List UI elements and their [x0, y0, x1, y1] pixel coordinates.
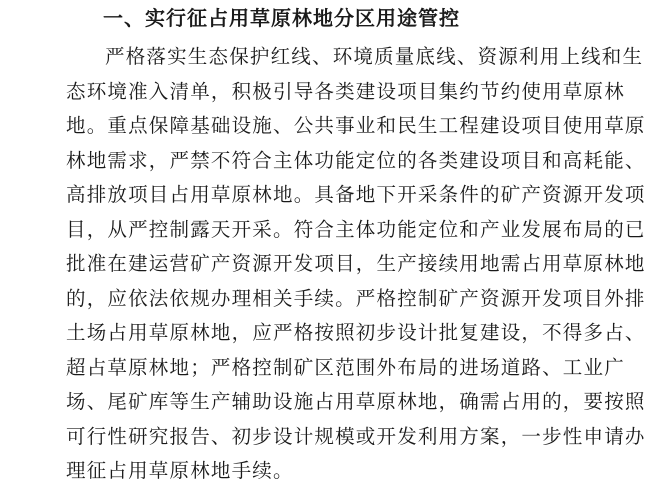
section-body: [0, 40, 661, 489]
paragraph-line: 林地需求，严禁不符合主体功能定位的各类建设项目和高耗能、: [66, 148, 646, 172]
section-heading: 一、实行征占用草原林地分区用途管控: [103, 6, 460, 30]
paragraph-line: 的，应依法依规办理相关手续。严格控制矿产资源开发项目外排: [66, 286, 646, 310]
paragraph-line: 可行性研究报告、初步设计规模或开发利用方案，一步性申请办: [66, 424, 646, 448]
paragraph-line: 场、尾矿库等生产辅助设施占用草原林地，确需占用的，要按照: [66, 390, 646, 413]
paragraph-line: 土场占用草原林地，应严格按照初步设计批复建设，不得多占、: [66, 321, 646, 344]
paragraph-line: 严格落实生态保护红线、环境质量底线、资源利用上线和生: [105, 45, 644, 68]
paragraph-line: 批准在建运营矿产资源开发项目，生产接续用地需占用草原林地: [66, 252, 646, 275]
paragraph-line: 目，从严控制露天开采。符合主体功能定位和产业发展布局的已: [66, 217, 646, 241]
paragraph-line: 地。重点保障基础设施、公共事业和民生工程建设项目使用草原: [66, 114, 646, 137]
paragraph-line: 态环境准入清单，积极引导各类建设项目集约节约使用草原林: [66, 79, 625, 103]
paragraph-line: 超占草原林地；严格控制矿区范围外布局的进场道路、工业广: [66, 355, 625, 379]
paragraph-line: 理征占用草原林地手续。: [66, 459, 294, 482]
paragraph-line: 高排放项目占用草原林地。具备地下开采条件的矿产资源开发项: [66, 183, 646, 206]
